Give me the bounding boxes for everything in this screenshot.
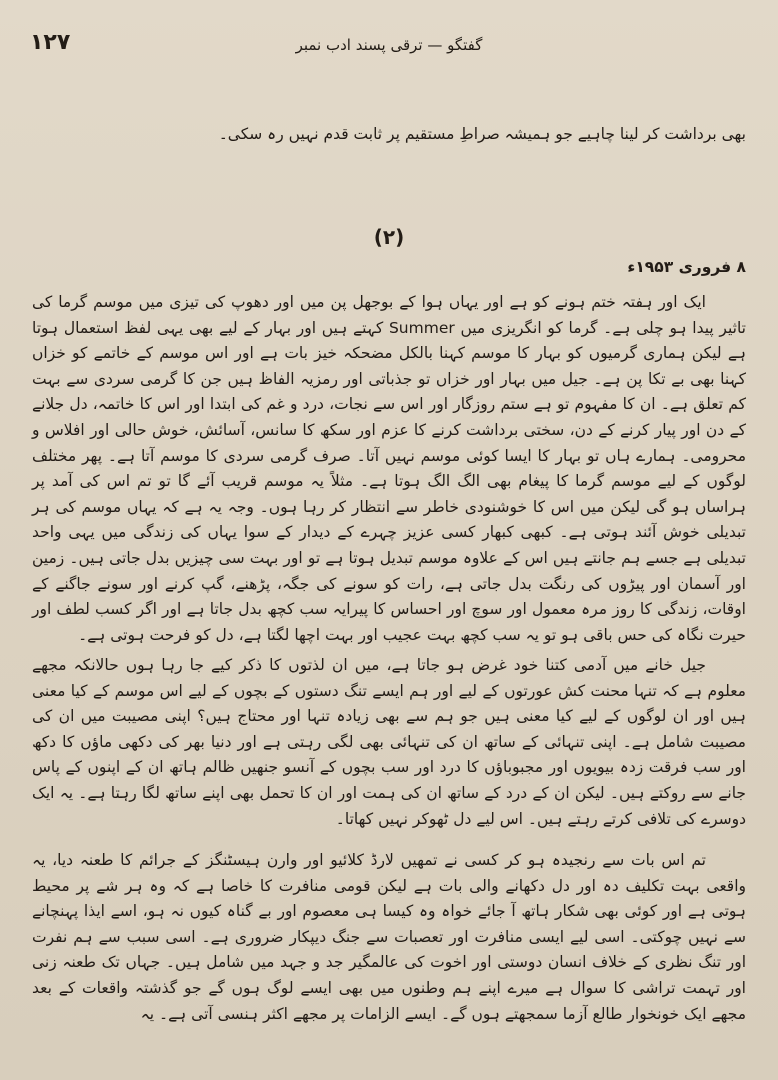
letter-date: ۸ فروری ۱۹۵۳ء xyxy=(627,258,746,276)
running-title: گفتگو — ترقی پسند ادب نمبر xyxy=(295,36,483,54)
paragraph-3: تم اس بات سے رنجیدہ ہو کر کسی نے تمھیں لارڈ کلائیو اور وارن ہیسٹنگز کے جرائم کا طعنہ دیا، یہ واقعی بہت تکلیف دہ اور دل دکھانے والی بات ہے لیکن قومی منافرت کا خاصا ہے کہ وہ ہر شے پر محیط ہوتی ہے اور کوئی بھی شکار ہاتھ آ جائے خواہ وہ کیسا ہی معصوم اور بے گناہ کیوں نہ ہو، اسے ایذا پہنچانے سے نہیں چوکتی۔ اسی لیے ایسی منافرت اور تعصبات سے جنگ دیپکار ضروری ہے۔ اسی سبب سے ہم نفرت اور تنگ نظری کے خلاف انسان دوستی اور اخوت کی عالمگیر جد و جہد میں شامل ہیں۔ جہاں تک طعنہ زنی اور تہمت تراشی کا سوال ہے میرے اپنے ہم وطنوں میں بھی ایسے لوگ ہوں گے جو گذشتہ واقعات کے بعد مجھے ایک خونخوار طالع آزما سمجھتے ہوں گے۔ ایسے الزامات پر مجھے اکثر ہنسی آتی ہے۔ یہ xyxy=(32,851,746,1023)
paragraph-1: ایک اور ہفتہ ختم ہونے کو ہے اور یہاں ہوا کے بوجھل پن میں اور دھوپ کی تیزی میں موسم گرما کی تاثیر پیدا ہو چلی ہے۔ گرما کو انگریزی میں Summer کہتے ہیں اور بہار کے لیے بھی یہی لفظ استعمال ہوتا ہے لیکن ہماری گرمیوں کو بہار کا موسم کہنا بالکل مضحکہ خیز بات ہے اور اس موسم کے خاتمے کو خزاں کہنا بھی بے تکا پن ہے۔ جیل میں بہار اور خزاں تو جذباتی اور رمزیہ الفاظ ہیں جن کا گرمی سردی سے بہت کم تعلق ہے۔ ان کا مفہوم تو ہے ستم روزگار اور اس سے نجات، درد و غم کی ابتدا اور اس کا خاتمہ، دل جلانے کے دن اور پیار کرنے کے دن، سختی برداشت کرنے کا عزم اور سکھ کا سانس، آسائش، خوش حالی اور افلاس و محرومی۔ ہمارے ہاں تو بہار کا ایسا کوئی موسم نہیں آتا۔ صرف گرمی سردی کا موسم آتا ہے۔ پھر مختلف لوگوں کے لیے موسم گرما کا پیغام بھی الگ الگ ہوتا ہے۔ مثلاً یہ موسم قریب آئے گا تو تم اس کی آمد پر ہراساں ہو گی لیکن میں اس کا خوشنودی خاطر سے انتظار کر رہا ہوں۔ وجہ یہ ہے کہ یہاں موسم کی ہر تبدیلی خوش آئند ہوتی ہے۔ کبھی کبھار کسی عزیز چہرے کے دیدار کے سوا یہاں کی زندگی میں یہی واحد تبدیلی ہے جسے ہم جانتے ہیں اس کے علاوہ موسم تبدیل ہوتا ہے تو اور بہت سی چیزیں بدل جاتی ہیں۔ زمین اور آسمان اور پیڑوں کی رنگت بدل جاتی ہے، رات کو سونے کی جگہ، پڑھنے، گپ کرنے اور سونے جاگنے کے اوقات، زندگی کا روز مرہ معمول اور سوچ اور احساس کا پیرایہ سب کچھ بدل جاتا ہے اور اگر کسب لطف اور حیرت نگاہ کی حس باقی ہو تو یہ سب کچھ بہت عجیب اور بہت اچھا لگتا ہے، دل کو فرحت ہوتی ہے۔ xyxy=(32,293,746,644)
opening-line: بھی برداشت کر لینا چاہیے جو ہمیشہ صراطِ مستقیم پر ثابت قدم نہیں رہ سکی۔ xyxy=(218,125,746,143)
paragraph-2: جیل خانے میں آدمی کتنا خود غرض ہو جاتا ہے، میں ان لذتوں کا ذکر کیے جا رہا ہوں حالانکہ مجھے معلوم ہے کہ تنہا محنت کش عورتوں کے لیے اور ہم ایسے تنگ دستوں کے بچوں کے لیے اس موسم کے کیا معنی ہیں اور ان لوگوں کے لیے کیا معنی ہیں جو ہم سے بھی زیادہ تنہا اور محتاج ہیں؟ اپنی مصیبت میں ان کی مصیبت شامل ہے۔ اپنی تنہائی کے ساتھ ان کی تنہائی بھی لگی رہتی ہے اور دنیا بھر کی دکھی ماؤں کا دکھ اور سب فرقت زدہ بیویوں اور مجبوباؤں کا درد اور سب بچوں کے آنسو جنھیں ظالم ہاتھ ان کے اپنوں کے پاس جانے سے روکتے ہیں۔ لیکن ان کے درد کے ساتھ ان کی ہمت اور ان کا تحمل بھی اپنے ساتھ لگا رہتا ہے۔ یہ ایک دوسرے کی تلافی کرتے رہتے ہیں۔ اس لیے دل ٹھوکر نہیں کھاتا۔ xyxy=(32,656,746,828)
section-number: (۲) xyxy=(373,225,405,249)
page-number: ۱۲۷ xyxy=(30,30,71,55)
